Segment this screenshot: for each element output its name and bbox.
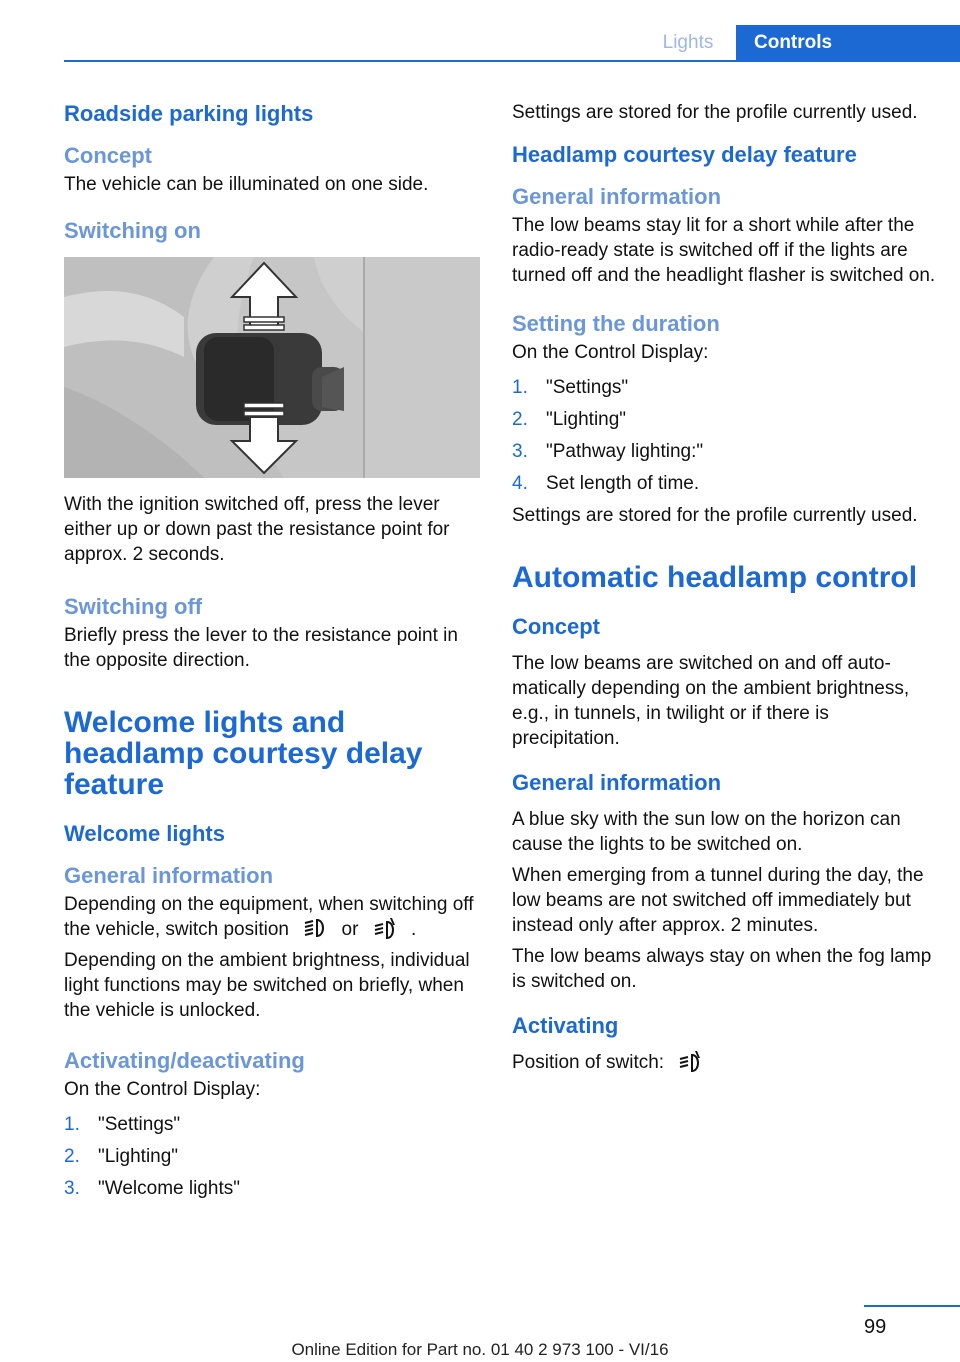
list-item (64, 1176, 480, 1201)
heading-activating-deactivating: Activating/deactivating (64, 1048, 305, 1073)
text-general2-3: The low beams always stay on when the fog lamp is switched on. (512, 946, 932, 992)
list-item (64, 1144, 480, 1169)
step-text: "Welcome lights" (98, 1178, 240, 1199)
footer-edition: Online Edition for Part no. 01 40 2 973 100 - VI/16 (291, 1340, 669, 1359)
step-number: 2. (64, 1146, 80, 1167)
list-item (512, 471, 936, 496)
heading-activating: Activating (512, 1013, 619, 1038)
step-number: 1. (512, 377, 528, 398)
footer-rule (864, 1305, 960, 1307)
low-beam-icon (302, 917, 328, 939)
turn-signal-lever-photo (64, 257, 480, 478)
text-switching-off: Briefly press the lever to the resistance point in the opposite direction. (64, 625, 458, 671)
list-item (512, 407, 936, 432)
text-settings-stored-1: Settings are stored for the profile currently used. (512, 102, 918, 123)
heading-concept: Concept (64, 143, 152, 168)
heading-headlamp-courtesy-delay: Headlamp courtesy delay feature (512, 142, 857, 167)
text-general-info-1b: or (341, 919, 359, 940)
text-position-label: Position of switch: (512, 1052, 665, 1073)
step-text: Set length of time. (546, 473, 700, 494)
heading-roadside-parking-lights: Roadside parking lights (64, 101, 314, 126)
heading-automatic-headlamp-control: Automatic headlamp control (512, 561, 918, 594)
step-text: "Pathway lighting:" (546, 441, 704, 462)
header-tabs (640, 25, 960, 61)
heading-welcome-lights-chapter: Welcome lights and headlamp courtesy delay feature (64, 706, 423, 801)
text-settings-stored-2: Settings are stored for the profile currently used. (512, 505, 918, 526)
tab-controls[interactable]: Controls (736, 25, 960, 61)
step-text: "Settings" (546, 377, 629, 398)
step-number: 1. (64, 1114, 80, 1135)
header-rule (64, 60, 960, 62)
text-general-info-1a: Depending on the equipment, when switching off the vehicle, switch position (64, 894, 474, 940)
step-text: "Settings" (98, 1114, 181, 1135)
step-number: 4. (512, 473, 528, 494)
left-column (64, 100, 480, 1208)
steps-list-welcome (64, 1112, 480, 1201)
step-number: 2. (512, 409, 528, 430)
step-number: 3. (512, 441, 528, 462)
text-general-info-2: Depending on the ambient brightness, individual light functions may be switched on briefly, when the vehicle is unlocked. (64, 950, 470, 1021)
heading-concept: Concept (512, 614, 600, 639)
text-switching-on: With the ignition switched off, press the lever either up or down past the resistance point for approx. 2 seconds. (64, 494, 450, 565)
text-courtesy-general: The low beams stay lit for a short while after the radio-ready state is switched off if the lights are turned off and the headlight flasher is switched on. (512, 215, 936, 286)
heading-switching-off: Switching off (64, 594, 203, 619)
heading-switching-on: Switching on (64, 218, 201, 243)
text-position-of-switch (512, 1050, 936, 1075)
text-general2-1: A blue sky with the sun low on the horizon can cause the lights to be switched on. (512, 809, 901, 855)
text-concept: The vehicle can be illuminated on one side. (64, 174, 429, 195)
text-duration: On the Control Display: (512, 342, 709, 363)
heading-welcome-lights: Welcome lights (64, 821, 225, 846)
step-text: "Lighting" (546, 409, 627, 430)
list-item (512, 439, 936, 464)
heading-general-information-2: General information (512, 770, 722, 795)
auto-headlight-icon (372, 917, 398, 939)
text-general2-2: When emerging from a tunnel during the day, the low beams are not switched off immediately but instead only after approx. 2 minutes. (512, 865, 924, 936)
step-number: 3. (64, 1178, 80, 1199)
heading-general-information: General information (512, 184, 722, 209)
step-text: "Lighting" (98, 1146, 179, 1167)
right-column (512, 100, 936, 1081)
page-number: 99 (864, 1316, 887, 1338)
text-general-info-1 (64, 892, 480, 942)
steps-list-duration (512, 375, 936, 496)
tab-lights[interactable]: Lights (662, 32, 714, 53)
text-activating: On the Control Display: (64, 1079, 261, 1100)
list-item (512, 375, 936, 400)
text-general-info-1c: . (410, 919, 417, 940)
text-auto-concept: The low beams are switched on and off automatically depending on the ambient brightness, e.g., in tunnels, in twilight or if there is precipitation. (512, 653, 910, 749)
heading-setting-duration: Setting the duration (512, 311, 720, 336)
list-item (64, 1112, 480, 1137)
auto-headlight-icon (677, 1050, 703, 1072)
heading-general-information: General information (64, 863, 274, 888)
